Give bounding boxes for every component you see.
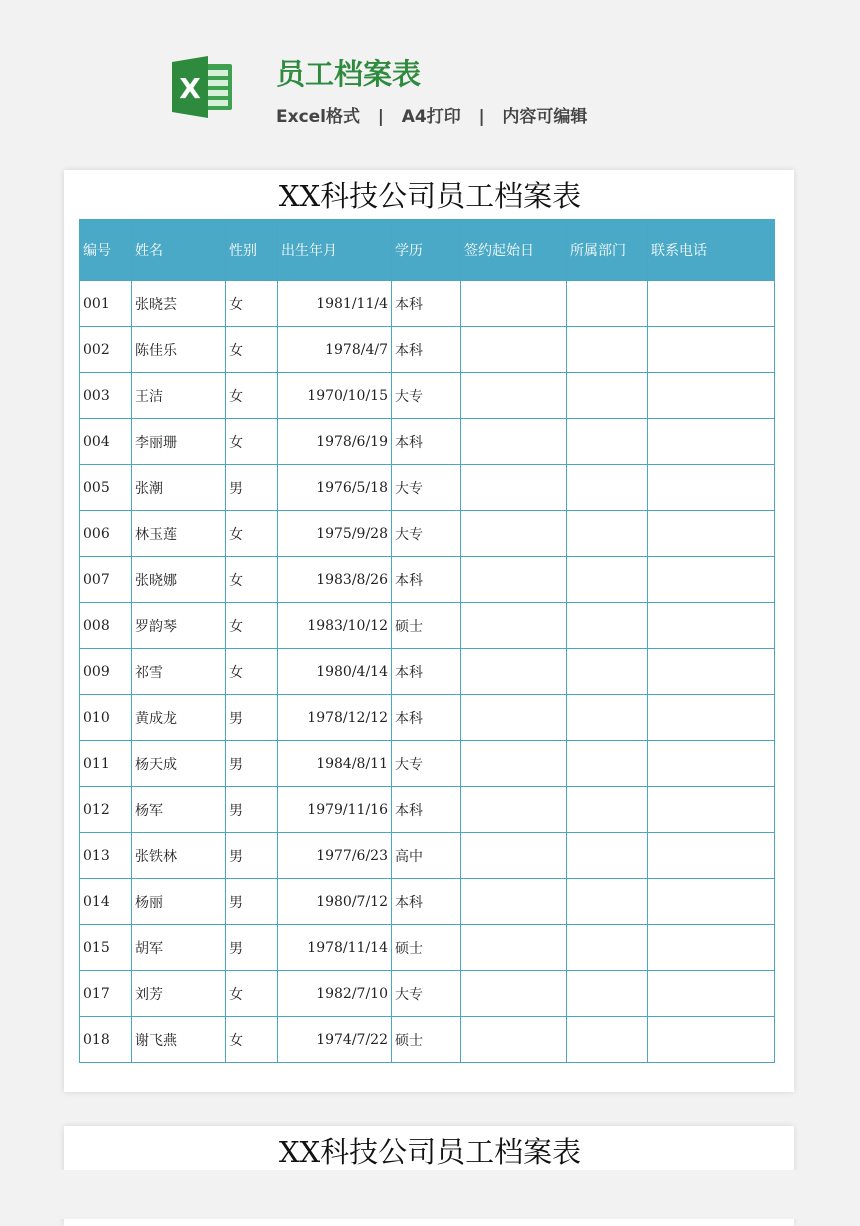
table-row <box>80 833 775 879</box>
cell-gender: 男 <box>226 465 278 511</box>
table-row <box>80 419 775 465</box>
cell-birth: 1974/7/22 <box>278 1017 392 1063</box>
cell-phone <box>648 879 775 925</box>
cell-birth: 1980/4/14 <box>278 649 392 695</box>
cell-education: 高中 <box>392 833 461 879</box>
cell-name: 张潮 <box>132 465 226 511</box>
cell-birth: 1979/11/16 <box>278 787 392 833</box>
cell-phone <box>648 741 775 787</box>
cell-birth: 1984/8/11 <box>278 741 392 787</box>
page-title: 员工档案表 <box>276 57 422 91</box>
cell-id: 015 <box>80 925 132 971</box>
cell-id: 013 <box>80 833 132 879</box>
cell-id: 003 <box>80 373 132 419</box>
cell-education: 大专 <box>392 971 461 1017</box>
cell-gender: 女 <box>226 419 278 465</box>
cell-contract-date <box>461 1017 567 1063</box>
page-bottom <box>0 1170 860 1219</box>
cell-contract-date <box>461 557 567 603</box>
table-row <box>80 787 775 833</box>
cell-contract-date <box>461 741 567 787</box>
table-row <box>80 373 775 419</box>
cell-contract-date <box>461 373 567 419</box>
cell-birth: 1978/4/7 <box>278 327 392 373</box>
cell-contract-date <box>461 695 567 741</box>
cell-birth: 1982/7/10 <box>278 971 392 1017</box>
cell-id: 011 <box>80 741 132 787</box>
cell-phone <box>648 1017 775 1063</box>
cell-department <box>567 419 648 465</box>
cell-phone <box>648 419 775 465</box>
cell-id: 008 <box>80 603 132 649</box>
cell-education: 大专 <box>392 465 461 511</box>
cell-birth: 1977/6/23 <box>278 833 392 879</box>
cell-contract-date <box>461 511 567 557</box>
cell-name: 罗韵琴 <box>132 603 226 649</box>
cell-education: 本科 <box>392 879 461 925</box>
cell-education: 本科 <box>392 419 461 465</box>
cell-department <box>567 465 648 511</box>
cell-name: 张晓娜 <box>132 557 226 603</box>
table-row <box>80 695 775 741</box>
table-row <box>80 281 775 327</box>
cell-gender: 男 <box>226 695 278 741</box>
cell-birth: 1975/9/28 <box>278 511 392 557</box>
cell-department <box>567 327 648 373</box>
cell-id: 017 <box>80 971 132 1017</box>
sheet-title: XX科技公司员工档案表 <box>278 179 582 213</box>
cell-id: 009 <box>80 649 132 695</box>
cell-name: 杨丽 <box>132 879 226 925</box>
cell-name: 陈佳乐 <box>132 327 226 373</box>
table-row <box>80 925 775 971</box>
table-row <box>80 511 775 557</box>
cell-gender: 女 <box>226 649 278 695</box>
column-header: 签约起始日 <box>461 220 567 281</box>
table-row <box>80 465 775 511</box>
cell-birth: 1980/7/12 <box>278 879 392 925</box>
cell-gender: 男 <box>226 787 278 833</box>
table-row <box>80 649 775 695</box>
cell-phone <box>648 649 775 695</box>
cell-gender: 女 <box>226 281 278 327</box>
cell-id: 014 <box>80 879 132 925</box>
cell-birth: 1978/12/12 <box>278 695 392 741</box>
cell-education: 本科 <box>392 327 461 373</box>
cell-phone <box>648 373 775 419</box>
column-header: 性别 <box>226 220 278 281</box>
excel-logo-letter: X <box>179 72 201 105</box>
table-row <box>80 603 775 649</box>
cell-education: 大专 <box>392 511 461 557</box>
cell-education: 本科 <box>392 695 461 741</box>
cell-phone <box>648 327 775 373</box>
cell-name: 杨天成 <box>132 741 226 787</box>
cell-department <box>567 557 648 603</box>
cell-gender: 女 <box>226 603 278 649</box>
cell-name: 王洁 <box>132 373 226 419</box>
cell-education: 本科 <box>392 649 461 695</box>
cell-id: 007 <box>80 557 132 603</box>
cell-name: 张晓芸 <box>132 281 226 327</box>
table-row <box>80 971 775 1017</box>
cell-department <box>567 879 648 925</box>
cell-birth: 1983/10/12 <box>278 603 392 649</box>
employee-table <box>79 219 775 1063</box>
column-header: 学历 <box>392 220 461 281</box>
cell-gender: 女 <box>226 511 278 557</box>
cell-education: 本科 <box>392 281 461 327</box>
cell-department <box>567 925 648 971</box>
cell-contract-date <box>461 281 567 327</box>
cell-phone <box>648 971 775 1017</box>
cell-phone <box>648 465 775 511</box>
cell-department <box>567 1017 648 1063</box>
cell-gender: 女 <box>226 327 278 373</box>
column-header: 姓名 <box>132 220 226 281</box>
page-subtitle: Excel格式 | A4打印 | 内容可编辑 <box>276 107 588 127</box>
cell-contract-date <box>461 879 567 925</box>
cell-contract-date <box>461 787 567 833</box>
cell-department <box>567 787 648 833</box>
table-header-row <box>80 220 775 281</box>
column-header: 编号 <box>80 220 132 281</box>
cell-id: 002 <box>80 327 132 373</box>
column-header: 所属部门 <box>567 220 648 281</box>
cell-gender: 男 <box>226 879 278 925</box>
cell-contract-date <box>461 833 567 879</box>
cell-phone <box>648 925 775 971</box>
cell-department <box>567 833 648 879</box>
cell-phone <box>648 695 775 741</box>
cell-birth: 1981/11/4 <box>278 281 392 327</box>
cell-department <box>567 741 648 787</box>
cell-department <box>567 695 648 741</box>
column-header: 出生年月 <box>278 220 392 281</box>
table-row <box>80 741 775 787</box>
cell-education: 本科 <box>392 787 461 833</box>
cell-contract-date <box>461 971 567 1017</box>
cell-name: 林玉莲 <box>132 511 226 557</box>
table-row <box>80 1017 775 1063</box>
cell-education: 硕士 <box>392 1017 461 1063</box>
table-row <box>80 557 775 603</box>
cell-id: 012 <box>80 787 132 833</box>
cell-gender: 男 <box>226 925 278 971</box>
cell-name: 李丽珊 <box>132 419 226 465</box>
cell-department <box>567 511 648 557</box>
cell-gender: 女 <box>226 1017 278 1063</box>
cell-name: 谢飞燕 <box>132 1017 226 1063</box>
cell-phone <box>648 787 775 833</box>
cell-contract-date <box>461 419 567 465</box>
cell-department <box>567 971 648 1017</box>
cell-birth: 1976/5/18 <box>278 465 392 511</box>
cell-contract-date <box>461 327 567 373</box>
cell-education: 大专 <box>392 741 461 787</box>
cell-department <box>567 649 648 695</box>
cell-phone <box>648 557 775 603</box>
cell-department <box>567 281 648 327</box>
cell-phone <box>648 603 775 649</box>
cell-name: 张铁林 <box>132 833 226 879</box>
cell-birth: 1983/8/26 <box>278 557 392 603</box>
cell-gender: 男 <box>226 833 278 879</box>
cell-phone <box>648 511 775 557</box>
column-header: 联系电话 <box>648 220 775 281</box>
cell-id: 004 <box>80 419 132 465</box>
cell-contract-date <box>461 465 567 511</box>
table-row <box>80 327 775 373</box>
cell-name: 黄成龙 <box>132 695 226 741</box>
cell-gender: 女 <box>226 557 278 603</box>
cell-phone <box>648 281 775 327</box>
cell-birth: 1978/6/19 <box>278 419 392 465</box>
cell-gender: 男 <box>226 741 278 787</box>
cell-name: 刘芳 <box>132 971 226 1017</box>
cell-name: 胡军 <box>132 925 226 971</box>
cell-gender: 女 <box>226 971 278 1017</box>
cell-department <box>567 373 648 419</box>
cell-contract-date <box>461 603 567 649</box>
cell-id: 010 <box>80 695 132 741</box>
cell-id: 018 <box>80 1017 132 1063</box>
sheet-2-title: XX科技公司员工档案表 <box>278 1135 582 1169</box>
table-row <box>80 879 775 925</box>
cell-gender: 女 <box>226 373 278 419</box>
cell-id: 001 <box>80 281 132 327</box>
page-header <box>0 0 860 170</box>
cell-birth: 1970/10/15 <box>278 373 392 419</box>
cell-education: 硕士 <box>392 603 461 649</box>
cell-name: 杨军 <box>132 787 226 833</box>
cell-education: 大专 <box>392 373 461 419</box>
cell-id: 006 <box>80 511 132 557</box>
cell-contract-date <box>461 925 567 971</box>
cell-education: 硕士 <box>392 925 461 971</box>
cell-birth: 1978/11/14 <box>278 925 392 971</box>
cell-department <box>567 603 648 649</box>
cell-education: 本科 <box>392 557 461 603</box>
cell-phone <box>648 833 775 879</box>
cell-name: 祁雪 <box>132 649 226 695</box>
cell-contract-date <box>461 649 567 695</box>
excel-logo-icon <box>172 56 234 118</box>
cell-id: 005 <box>80 465 132 511</box>
